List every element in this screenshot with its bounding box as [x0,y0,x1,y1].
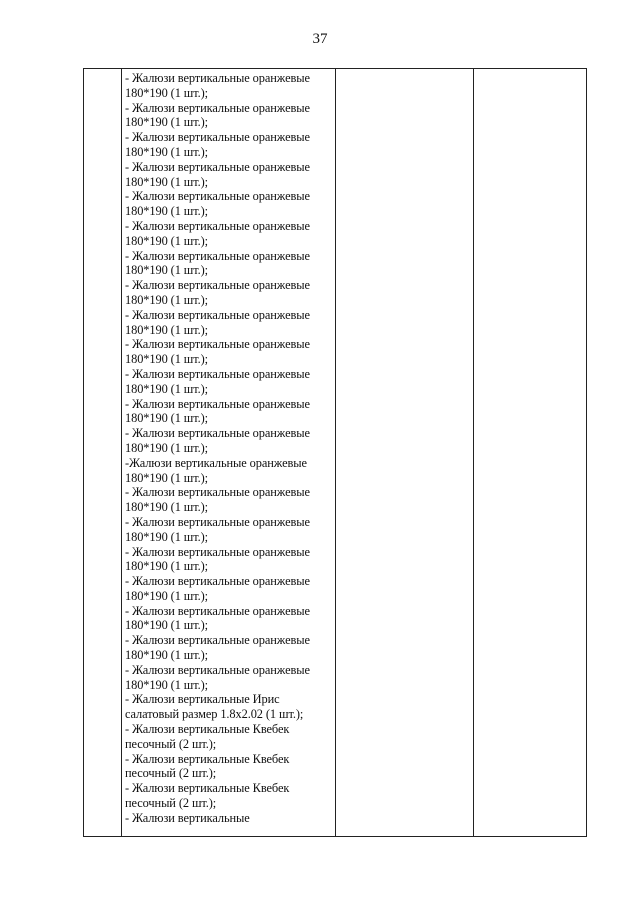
list-item: - Жалюзи вертикальные оранжевые 180*190 (1 шт.); [125,248,310,278]
number-cell [84,69,122,837]
list-item: - Жалюзи вертикальные оранжевые 180*190 (1 шт.); [125,218,310,248]
list-item: - Жалюзи вертикальные оранжевые 180*190 (1 шт.); [125,574,310,603]
list-item: - Жалюзи вертикальные оранжевые 180*190 (1 шт.); [125,71,310,100]
list-item: - Жалюзи вертикальные Ирис салатовый размер 1.8х2.02 (1 шт.); [125,692,304,722]
description-cell [122,69,336,837]
list-item: - Жалюзи вертикальные оранжевые 180*190 (1 шт.); [125,396,310,426]
list-item: - Жалюзи вертикальные оранжевые 180*190 (1 шт.); [125,337,310,367]
list-item: - Жалюзи вертикальные оранжевые 180*190 (1 шт.); [125,100,310,130]
list-item: - Жалюзи вертикальные оранжевые 180*190 (1 шт.); [125,633,310,663]
list-item: - Жалюзи вертикальные оранжевые 180*190 (1 шт.); [125,189,310,219]
list-item: - Жалюзи вертикальные оранжевые 180*190 (1 шт.); [125,366,310,396]
list-item: - Жалюзи вертикальные оранжевые 180*190 (1 шт.); [125,278,310,307]
list-item: - Жалюзи вертикальные оранжевые 180*190 (1 шт.); [125,662,310,692]
table-row [84,69,587,837]
list-item: - Жалюзи вертикальные оранжевые 180*190 (1 шт.); [125,426,310,455]
list-item: - Жалюзи вертикальные Квебек песочный (2 шт.); [125,781,290,811]
page-number: 37 [312,31,328,47]
inventory-table [83,68,587,837]
list-item: - Жалюзи вертикальные оранжевые 180*190 (1 шт.); [125,159,310,189]
list-item: - Жалюзи вертикальные [125,810,250,825]
list-item: - Жалюзи вертикальные Квебек песочный (2 шт.); [125,751,290,781]
item-list [122,69,335,826]
list-item: - Жалюзи вертикальные Квебек песочный (2 шт.); [125,722,290,751]
list-item: - Жалюзи вертикальные оранжевые 180*190 (1 шт.); [125,307,310,337]
list-item: -Жалюзи вертикальные оранжевые 180*190 (1 шт.); [125,455,307,485]
list-item: - Жалюзи вертикальные оранжевые 180*190 (1 шт.); [125,544,310,574]
empty-cell-3 [336,69,474,837]
list-item: - Жалюзи вертикальные оранжевые 180*190 (1 шт.); [125,485,310,515]
empty-cell-4 [474,69,587,837]
list-item: - Жалюзи вертикальные оранжевые 180*190 (1 шт.); [125,603,310,633]
list-item: - Жалюзи вертикальные оранжевые 180*190 (1 шт.); [125,514,310,544]
list-item: - Жалюзи вертикальные оранжевые 180*190 (1 шт.); [125,130,310,159]
